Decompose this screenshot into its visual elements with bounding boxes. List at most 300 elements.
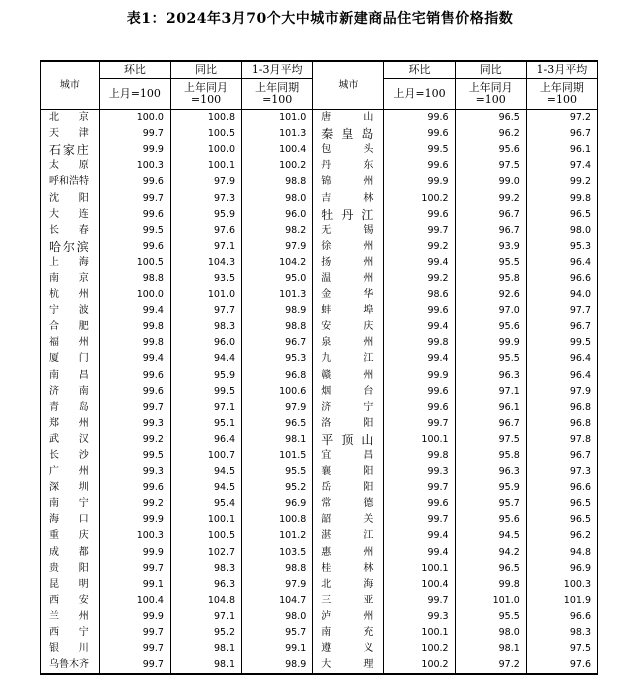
right-yoy-value: 95.6 [455,319,526,335]
table-row [41,368,598,384]
right-yoy-value: 96.1 [455,400,526,416]
left-yoy-value: 100.1 [170,158,241,174]
left-avg-value: 101.3 [242,126,313,142]
right-city-name: 蚌 埠 [313,303,384,319]
left-mom-value: 99.9 [99,142,170,158]
right-mom-value: 100.2 [384,190,455,206]
table-row [41,641,598,657]
right-yoy-value: 99.2 [455,190,526,206]
table-body [41,110,598,675]
right-yoy-value: 95.5 [455,255,526,271]
right-city-name: 徐 州 [313,239,384,255]
left-yoy-value: 97.6 [170,223,241,239]
left-city-name: 海 口 [41,512,100,528]
right-avg-value: 96.5 [526,496,597,512]
table-row [41,335,598,351]
left-avg-value: 95.7 [242,625,313,641]
right-yoy-value: 95.8 [455,271,526,287]
right-yoy-value: 95.7 [455,496,526,512]
right-mom-value: 100.2 [384,641,455,657]
right-yoy-value: 96.7 [455,223,526,239]
left-avg-value: 98.2 [242,223,313,239]
left-city-name: 杭 州 [41,287,100,303]
left-mom-value: 99.7 [99,625,170,641]
left-yoy-value: 97.9 [170,174,241,190]
right-mom-value: 99.6 [384,400,455,416]
right-mom-value: 99.8 [384,335,455,351]
left-avg-value: 95.0 [242,271,313,287]
right-yoy-value: 99.0 [455,174,526,190]
right-mom-value: 99.7 [384,223,455,239]
table-row [41,126,598,142]
left-yoy-value: 97.1 [170,609,241,625]
left-avg-value: 100.2 [242,158,313,174]
right-avg-value: 96.7 [526,448,597,464]
left-city-name: 广 州 [41,464,100,480]
right-mom-value: 99.7 [384,593,455,609]
right-avg-value: 99.5 [526,335,597,351]
left-mom-value: 99.5 [99,223,170,239]
left-mom-value: 100.3 [99,528,170,544]
left-avg-value: 101.2 [242,528,313,544]
left-yoy-value: 100.5 [170,126,241,142]
left-city-name: 乌鲁木齐 [41,657,100,674]
left-mom-value: 99.6 [99,174,170,190]
table-row [41,464,598,480]
left-avg-value: 99.1 [242,641,313,657]
left-mom-value: 99.8 [99,319,170,335]
left-avg-value: 96.0 [242,207,313,223]
table-row [41,512,598,528]
right-city-name: 湛 江 [313,528,384,544]
left-avg-value: 98.0 [242,609,313,625]
right-yoy-value: 96.7 [455,207,526,223]
left-avg-value: 101.0 [242,110,313,127]
left-city-name: 西 安 [41,593,100,609]
left-city-name: 西 宁 [41,625,100,641]
table-row [41,271,598,287]
right-avg-value: 95.3 [526,239,597,255]
table-row [41,287,598,303]
right-avg-value: 98.3 [526,625,597,641]
right-city-name: 包 头 [313,142,384,158]
right-city-name: 济 宁 [313,400,384,416]
left-yoy-value: 100.0 [170,142,241,158]
left-avg-value: 95.2 [242,480,313,496]
right-avg-value: 96.4 [526,255,597,271]
table-row [41,609,598,625]
right-yoy-value: 94.2 [455,545,526,561]
left-mom-value: 99.9 [99,512,170,528]
table-row [41,255,598,271]
table-header [41,61,598,110]
right-avg-value: 97.5 [526,641,597,657]
left-avg-value: 100.4 [242,142,313,158]
left-mom-value: 99.7 [99,400,170,416]
left-city-name: 成 都 [41,545,100,561]
table-row [41,319,598,335]
right-city-name: 韶 关 [313,512,384,528]
left-avg-value: 98.0 [242,190,313,206]
left-yoy-value: 99.5 [170,384,241,400]
left-avg-value: 98.8 [242,561,313,577]
right-mom-value: 100.1 [384,432,455,448]
left-city-name: 呼和浩特 [41,174,100,190]
right-avg-value: 96.2 [526,528,597,544]
right-mom-value: 99.9 [384,174,455,190]
right-city-name: 桂 林 [313,561,384,577]
table-row [41,351,598,367]
left-avg-value: 97.9 [242,239,313,255]
right-yoy-value: 95.5 [455,609,526,625]
right-yoy-value: 96.2 [455,126,526,142]
right-avg-value: 97.4 [526,158,597,174]
left-city-name: 石家庄 [41,142,100,158]
left-yoy-value: 97.7 [170,303,241,319]
right-yoy-value: 98.1 [455,641,526,657]
left-city-name: 沈 阳 [41,190,100,206]
left-avg-value: 97.9 [242,577,313,593]
right-avg-value: 96.5 [526,207,597,223]
right-yoy-value: 92.6 [455,287,526,303]
left-mom-value: 99.7 [99,190,170,206]
left-yoy-value: 102.7 [170,545,241,561]
left-city-name: 哈尔滨 [41,239,100,255]
right-city-name: 襄 阳 [313,464,384,480]
left-avg-value: 101.5 [242,448,313,464]
left-mom-value: 99.7 [99,126,170,142]
right-city-name: 九 江 [313,351,384,367]
right-avg-value: 99.2 [526,174,597,190]
right-city-name: 扬 州 [313,255,384,271]
left-yoy-value: 104.8 [170,593,241,609]
table-row [41,416,598,432]
right-yoy-value: 93.9 [455,239,526,255]
left-yoy-value: 98.1 [170,641,241,657]
left-avg-value: 104.2 [242,255,313,271]
left-mom-value: 99.6 [99,480,170,496]
left-mom-value: 99.6 [99,368,170,384]
table-row [41,384,598,400]
left-city-name: 福 州 [41,335,100,351]
left-mom-value: 99.7 [99,657,170,674]
left-mom-value: 100.0 [99,110,170,127]
right-yoy-value: 96.5 [455,110,526,127]
left-yoy-value: 98.3 [170,319,241,335]
left-avg-value: 96.8 [242,368,313,384]
right-avg-value: 97.9 [526,384,597,400]
left-city-name: 深 圳 [41,480,100,496]
right-city-name: 三 亚 [313,593,384,609]
right-city-name: 烟 台 [313,384,384,400]
header-mom-left: 环比 [99,61,170,79]
right-avg-value: 96.7 [526,319,597,335]
left-avg-value: 100.8 [242,512,313,528]
right-city-name: 宜 昌 [313,448,384,464]
left-city-name: 合 肥 [41,319,100,335]
right-avg-value: 94.0 [526,287,597,303]
right-yoy-value: 97.0 [455,303,526,319]
right-city-name: 岳 阳 [313,480,384,496]
right-mom-value: 99.6 [384,496,455,512]
right-city-name: 唐 山 [313,110,384,127]
right-city-name: 大 理 [313,657,384,674]
right-avg-value: 96.9 [526,561,597,577]
header-avg-left: 1-3月平均 [242,61,313,79]
left-mom-value: 100.5 [99,255,170,271]
left-city-name: 昆 明 [41,577,100,593]
left-avg-value: 95.3 [242,351,313,367]
table-row [41,158,598,174]
right-mom-value: 99.4 [384,319,455,335]
right-yoy-value: 99.8 [455,577,526,593]
left-mom-value: 99.7 [99,561,170,577]
right-avg-value: 96.1 [526,142,597,158]
left-yoy-value: 100.5 [170,528,241,544]
right-city-name: 泉 州 [313,335,384,351]
right-mom-value: 99.3 [384,464,455,480]
table-row [41,142,598,158]
header-city-left: 城市 [41,61,100,110]
right-city-name: 遵 义 [313,641,384,657]
right-avg-value: 94.8 [526,545,597,561]
right-yoy-value: 98.0 [455,625,526,641]
table-row [41,303,598,319]
right-city-name: 平顶山 [313,432,384,448]
right-yoy-value: 95.8 [455,448,526,464]
right-city-name: 惠 州 [313,545,384,561]
left-yoy-value: 95.2 [170,625,241,641]
left-yoy-value: 100.7 [170,448,241,464]
right-city-name: 南 充 [313,625,384,641]
left-city-name: 银 川 [41,641,100,657]
header-yoy-base-right: 上年同月 =100 [455,79,526,110]
right-avg-value: 97.2 [526,110,597,127]
left-city-name: 上 海 [41,255,100,271]
left-avg-value: 96.7 [242,335,313,351]
header-avg-base-right: 上年同期 =100 [526,79,597,110]
right-avg-value: 99.8 [526,190,597,206]
right-yoy-value: 97.5 [455,158,526,174]
table-row [41,207,598,223]
left-city-name: 天 津 [41,126,100,142]
left-yoy-value: 97.1 [170,400,241,416]
left-city-name: 南 京 [41,271,100,287]
left-mom-value: 99.4 [99,303,170,319]
left-mom-value: 99.7 [99,641,170,657]
right-mom-value: 100.1 [384,561,455,577]
right-city-name: 赣 州 [313,368,384,384]
right-yoy-value: 97.2 [455,657,526,674]
right-city-name: 牡丹江 [313,207,384,223]
header-avg-base-left: 上年同期 =100 [242,79,313,110]
right-mom-value: 99.6 [384,158,455,174]
left-yoy-value: 97.3 [170,190,241,206]
left-yoy-value: 95.4 [170,496,241,512]
right-mom-value: 99.7 [384,416,455,432]
left-yoy-value: 96.0 [170,335,241,351]
right-yoy-value: 101.0 [455,593,526,609]
right-avg-value: 97.6 [526,657,597,674]
left-city-name: 北 京 [41,110,100,127]
right-city-name: 北 海 [313,577,384,593]
right-yoy-value: 97.5 [455,432,526,448]
table-row [41,110,598,127]
left-mom-value: 99.9 [99,609,170,625]
left-city-name: 兰 州 [41,609,100,625]
table-row [41,174,598,190]
price-index-table [40,60,598,675]
right-city-name: 泸 州 [313,609,384,625]
right-avg-value: 96.5 [526,512,597,528]
left-mom-value: 99.6 [99,239,170,255]
left-yoy-value: 97.1 [170,239,241,255]
right-yoy-value: 99.9 [455,335,526,351]
left-mom-value: 99.8 [99,335,170,351]
right-avg-value: 97.7 [526,303,597,319]
left-yoy-value: 98.1 [170,657,241,674]
left-avg-value: 103.5 [242,545,313,561]
left-mom-value: 99.5 [99,448,170,464]
right-avg-value: 96.4 [526,351,597,367]
right-mom-value: 100.4 [384,577,455,593]
left-mom-value: 100.0 [99,287,170,303]
right-yoy-value: 95.9 [455,480,526,496]
left-city-name: 武 汉 [41,432,100,448]
right-city-name: 温 州 [313,271,384,287]
table-row [41,577,598,593]
left-city-name: 贵 阳 [41,561,100,577]
right-mom-value: 99.5 [384,142,455,158]
right-mom-value: 99.6 [384,126,455,142]
header-yoy-left: 同比 [170,61,241,79]
header-yoy-base-left: 上年同月 =100 [170,79,241,110]
left-city-name: 长 春 [41,223,100,239]
right-yoy-value: 96.5 [455,561,526,577]
left-avg-value: 101.3 [242,287,313,303]
left-yoy-value: 94.4 [170,351,241,367]
left-mom-value: 99.3 [99,416,170,432]
right-mom-value: 100.2 [384,657,455,674]
right-city-name: 丹 东 [313,158,384,174]
table-row [41,223,598,239]
left-avg-value: 98.9 [242,657,313,674]
right-yoy-value: 95.5 [455,351,526,367]
table-title: 表1：2024年3月70个大中城市新建商品住宅销售价格指数 [126,11,514,27]
right-city-name: 秦皇岛 [313,126,384,142]
right-city-name: 金 华 [313,287,384,303]
right-avg-value: 96.8 [526,416,597,432]
header-city-right: 城市 [313,61,384,110]
right-yoy-value: 95.6 [455,142,526,158]
left-yoy-value: 95.9 [170,368,241,384]
right-mom-value: 99.4 [384,255,455,271]
left-yoy-value: 95.9 [170,207,241,223]
table-row [41,432,598,448]
right-yoy-value: 97.1 [455,384,526,400]
right-mom-value: 99.7 [384,480,455,496]
left-mom-value: 100.3 [99,158,170,174]
left-yoy-value: 101.0 [170,287,241,303]
header-mom-base-left: 上月=100 [99,79,170,110]
right-avg-value: 96.6 [526,271,597,287]
table-row [41,496,598,512]
left-city-name: 厦 门 [41,351,100,367]
right-mom-value: 99.2 [384,271,455,287]
right-city-name: 锦 州 [313,174,384,190]
left-avg-value: 98.1 [242,432,313,448]
right-mom-value: 99.6 [384,384,455,400]
left-yoy-value: 96.3 [170,577,241,593]
right-city-name: 常 德 [313,496,384,512]
left-avg-value: 96.9 [242,496,313,512]
left-city-name: 南 宁 [41,496,100,512]
right-mom-value: 99.6 [384,110,455,127]
left-avg-value: 98.8 [242,319,313,335]
right-avg-value: 96.4 [526,368,597,384]
left-yoy-value: 95.1 [170,416,241,432]
left-yoy-value: 94.5 [170,480,241,496]
header-avg-right: 1-3月平均 [526,61,597,79]
left-avg-value: 98.8 [242,174,313,190]
right-city-name: 洛 阳 [313,416,384,432]
left-yoy-value: 98.3 [170,561,241,577]
table-row [41,480,598,496]
header-yoy-right: 同比 [455,61,526,79]
right-mom-value: 99.4 [384,351,455,367]
left-city-name: 宁 波 [41,303,100,319]
right-mom-value: 99.4 [384,545,455,561]
right-mom-value: 99.6 [384,207,455,223]
right-city-name: 吉 林 [313,190,384,206]
table-row [41,545,598,561]
table-row [41,593,598,609]
left-yoy-value: 104.3 [170,255,241,271]
right-yoy-value: 96.3 [455,368,526,384]
right-mom-value: 99.3 [384,609,455,625]
table-row [41,657,598,674]
left-city-name: 郑 州 [41,416,100,432]
left-city-name: 大 连 [41,207,100,223]
right-mom-value: 99.6 [384,303,455,319]
right-city-name: 无 锡 [313,223,384,239]
right-avg-value: 96.8 [526,400,597,416]
right-mom-value: 99.2 [384,239,455,255]
right-avg-value: 101.9 [526,593,597,609]
left-mom-value: 99.6 [99,207,170,223]
left-mom-value: 99.1 [99,577,170,593]
table-row [41,239,598,255]
left-mom-value: 99.2 [99,496,170,512]
right-mom-value: 98.6 [384,287,455,303]
left-city-name: 济 南 [41,384,100,400]
left-mom-value: 99.4 [99,351,170,367]
left-mom-value: 98.8 [99,271,170,287]
left-avg-value: 100.6 [242,384,313,400]
right-yoy-value: 96.7 [455,416,526,432]
left-yoy-value: 96.4 [170,432,241,448]
right-avg-value: 98.0 [526,223,597,239]
table-row [41,625,598,641]
right-mom-value: 99.9 [384,368,455,384]
right-yoy-value: 94.5 [455,528,526,544]
left-mom-value: 100.4 [99,593,170,609]
left-mom-value: 99.9 [99,545,170,561]
left-yoy-value: 94.5 [170,464,241,480]
left-avg-value: 95.5 [242,464,313,480]
left-city-name: 南 昌 [41,368,100,384]
left-mom-value: 99.3 [99,464,170,480]
